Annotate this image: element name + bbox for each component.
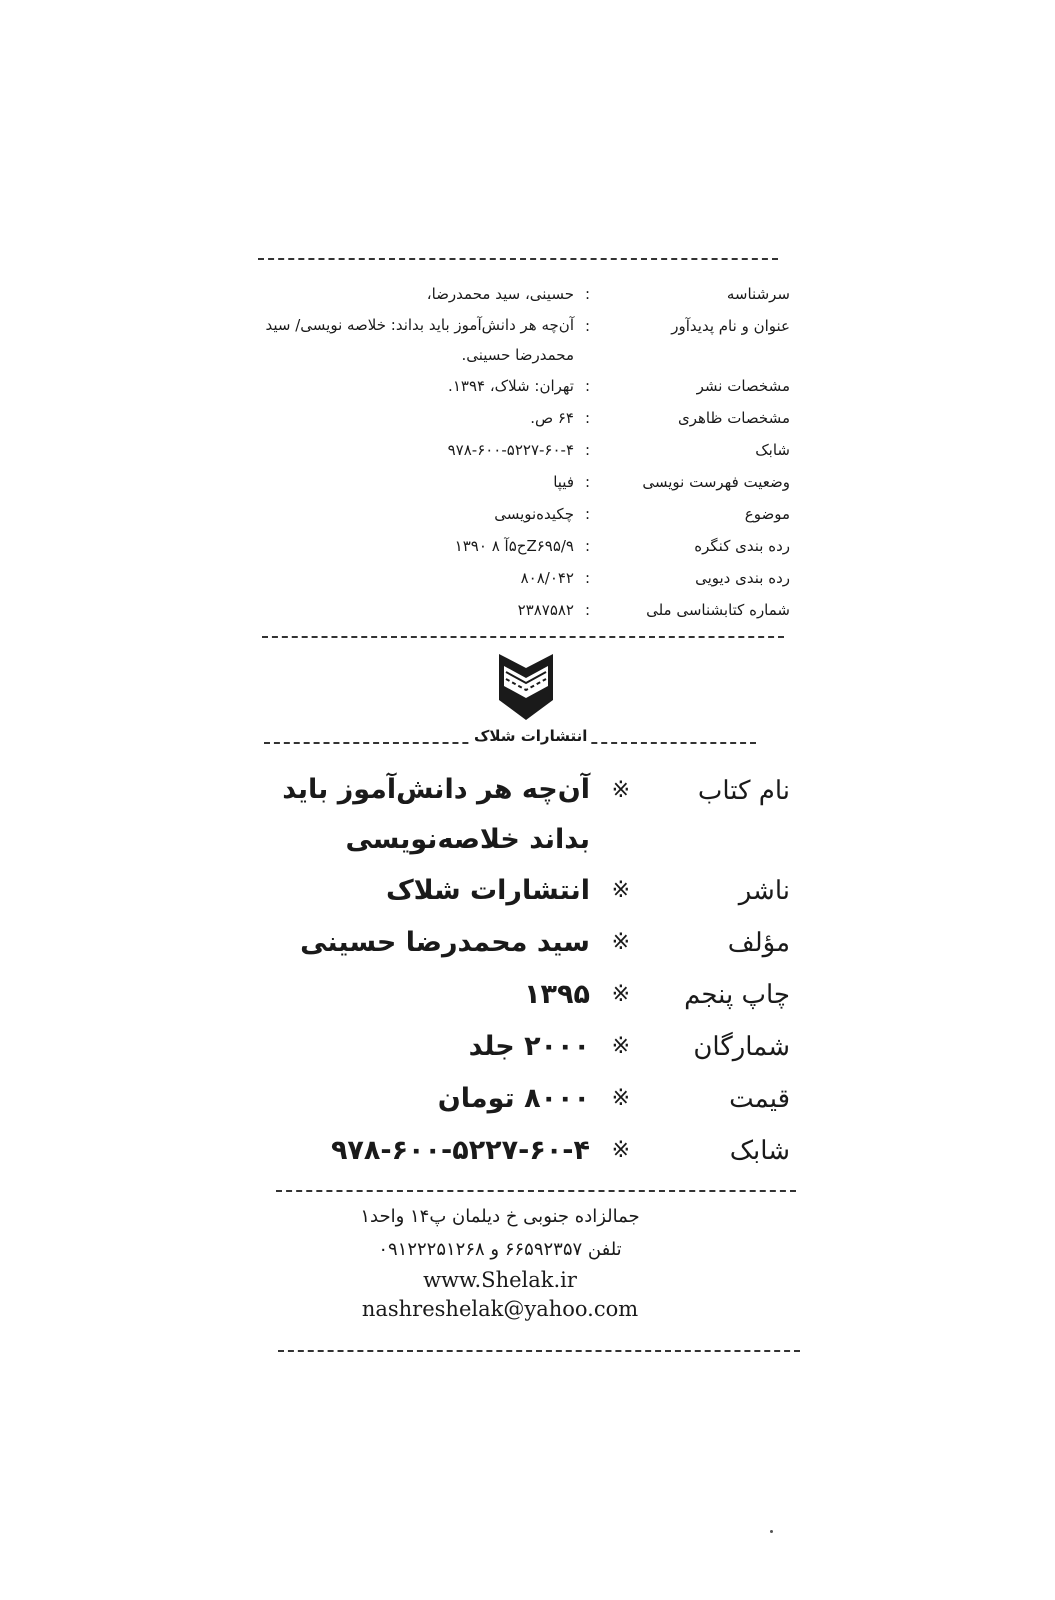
spec-label: شمارگان bbox=[693, 1032, 790, 1062]
cip-row bbox=[250, 498, 790, 530]
cip-row bbox=[250, 594, 790, 626]
spec-mark: ※ bbox=[611, 982, 630, 1007]
cip-colon: : bbox=[584, 505, 590, 523]
spec-label: نام کتاب bbox=[697, 776, 790, 806]
spec-row bbox=[250, 765, 790, 865]
cip-value: فیپا bbox=[553, 473, 574, 491]
spec-row bbox=[250, 917, 790, 969]
cip-colon: : bbox=[584, 441, 590, 459]
book-specs bbox=[250, 765, 790, 1177]
cip-value: Z۶۹۵/۹ح۵آ ۸ ۱۳۹۰ bbox=[454, 537, 574, 555]
spec-row bbox=[250, 1125, 790, 1177]
cip-row bbox=[250, 310, 790, 370]
cip-value: حسینی، سید محمدرضا، bbox=[426, 285, 574, 303]
cip-label: وضعیت فهرست نویسی bbox=[642, 473, 790, 491]
cip-label: مشخصات نشر bbox=[696, 377, 790, 395]
cip-label: رده بندی دیویی bbox=[695, 569, 790, 587]
spec-mark: ※ bbox=[611, 1138, 630, 1163]
spec-value: آن‌چه هر دانش‌آموز باید بداند خلاصه‌نویسی bbox=[282, 774, 590, 855]
cip-colon: : bbox=[584, 377, 590, 395]
address-text: جمالزاده جنوبی خ دیلمان پ۱۴ واحد۱ bbox=[360, 1206, 640, 1227]
spec-row bbox=[250, 969, 790, 1021]
spec-value: انتشارات شلاک bbox=[385, 875, 590, 906]
cip-value: تهران: شلاک، ۱۳۹۴. bbox=[448, 377, 574, 395]
spec-label: مؤلف bbox=[727, 928, 790, 958]
cip-value: ۲۳۸۷۵۸۲ bbox=[517, 601, 574, 619]
publisher-caption: انتشارات شلاک bbox=[470, 727, 591, 745]
spec-row bbox=[250, 865, 790, 917]
cip-label: رده بندی کنگره bbox=[694, 537, 790, 555]
spec-label: شابک bbox=[729, 1136, 790, 1166]
cip-label: موضوع bbox=[744, 505, 790, 523]
cip-colon: : bbox=[584, 285, 590, 303]
cip-value: ۸۰۸/۰۴۲ bbox=[520, 569, 574, 587]
cip-colon: : bbox=[584, 317, 590, 335]
cip-value: چکیده‌نویسی bbox=[494, 505, 574, 523]
spec-label: قیمت bbox=[729, 1084, 790, 1114]
spec-value: ۱۳۹۵ bbox=[524, 979, 590, 1010]
contact-block bbox=[300, 1200, 700, 1324]
cip-colon: : bbox=[584, 601, 590, 619]
cip-row bbox=[250, 370, 790, 402]
email-link[interactable]: nashreshelak@yahoo.com bbox=[361, 1297, 639, 1321]
cip-row bbox=[250, 434, 790, 466]
spec-mark: ※ bbox=[611, 878, 630, 903]
cip-block bbox=[250, 278, 790, 626]
cip-colon: : bbox=[584, 409, 590, 427]
spec-mark: ※ bbox=[611, 778, 630, 803]
divider-cip-bottom bbox=[262, 636, 784, 638]
cip-label: شماره کتابشناسی ملی bbox=[646, 601, 790, 619]
cip-label: عنوان و نام پدیدآور bbox=[671, 317, 790, 335]
cip-label: شابک bbox=[755, 441, 790, 459]
spec-value: ۲۰۰۰ جلد bbox=[468, 1031, 590, 1062]
cip-value: آن‌چه هر دانش‌آموز باید بداند: خلاصه نویسی/ سید محمدرضا حسینی. bbox=[265, 316, 574, 364]
divider-specs-bottom bbox=[276, 1190, 796, 1192]
cip-row bbox=[250, 530, 790, 562]
cip-label: سرشناسه bbox=[726, 285, 790, 303]
cip-value: ۶۴ ص. bbox=[530, 409, 574, 427]
spec-row bbox=[250, 1021, 790, 1073]
cip-row bbox=[250, 278, 790, 310]
cip-colon: : bbox=[584, 569, 590, 587]
cip-row bbox=[250, 466, 790, 498]
page-dot bbox=[770, 1530, 773, 1533]
cip-colon: : bbox=[584, 473, 590, 491]
spec-row bbox=[250, 1073, 790, 1125]
spec-mark: ※ bbox=[611, 1086, 630, 1111]
cip-row bbox=[250, 402, 790, 434]
cip-value: ۹۷۸-۶۰۰-۵۲۲۷-۶۰-۴ bbox=[447, 441, 574, 459]
spec-value: ۸۰۰۰ تومان bbox=[437, 1083, 590, 1114]
spec-value: ۹۷۸-۶۰۰-۵۲۲۷-۶۰-۴ bbox=[330, 1135, 590, 1166]
website-link[interactable]: www.Shelak.ir bbox=[423, 1268, 577, 1292]
cip-colon: : bbox=[584, 537, 590, 555]
spec-mark: ※ bbox=[611, 1034, 630, 1059]
cip-row bbox=[250, 562, 790, 594]
spec-value: سید محمدرضا حسینی bbox=[300, 927, 590, 958]
divider-top bbox=[258, 258, 778, 260]
spec-label: چاپ پنجم bbox=[684, 980, 790, 1010]
book-emblem-icon bbox=[497, 652, 555, 722]
spec-mark: ※ bbox=[611, 930, 630, 955]
spec-label: ناشر bbox=[738, 876, 790, 906]
phone-text: تلفن ۶۶۵۹۲۳۵۷ و ۰۹۱۲۲۲۵۱۲۶۸ bbox=[378, 1239, 622, 1260]
cip-label: مشخصات ظاهری bbox=[677, 409, 790, 427]
divider-footer bbox=[278, 1350, 800, 1352]
